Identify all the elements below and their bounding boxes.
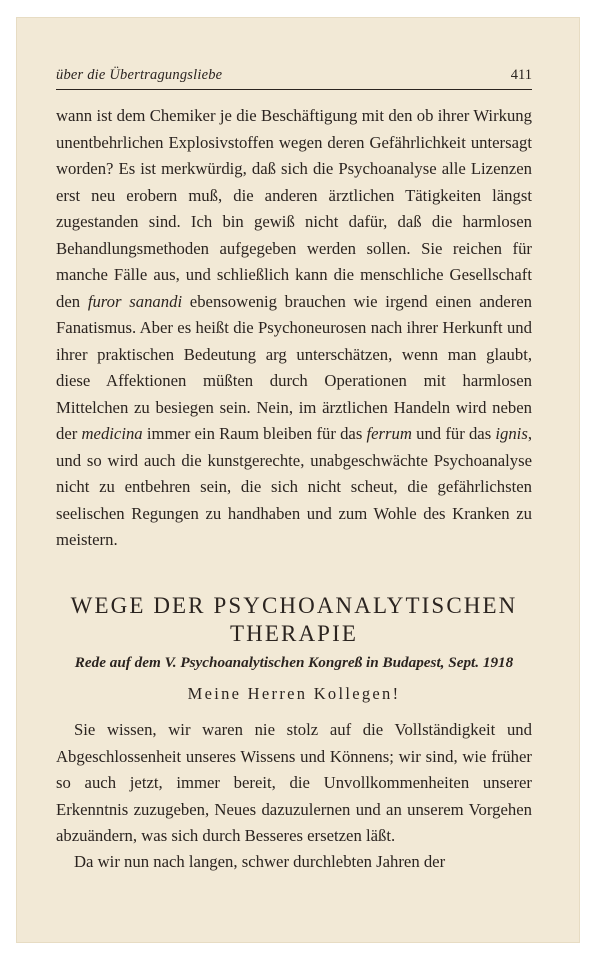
paragraph1-text-a: wann ist dem Chemiker je die Beschäftigung mit den ob ihrer Wirkung unentbehrlichen Explosivstoffen wegen deren Gefährlichkeit untersagt worden? Es ist merkwürdig, daß sich die Psychoanalyse alle Lizenzen erst neu erobern muß, die anderen ärztlichen Tätigkeiten längst zugestanden sind. Ich bin gewiß nicht dafür, daß die harmlosen Behandlungsmethoden aufgegeben werden sollen. Sie reichen für manche Fälle aus, und schließlich kann die menschliche Gesellschaft den <box>56 106 532 311</box>
running-header <box>56 67 532 90</box>
paragraph-2: Sie wissen, wir waren nie stolz auf die Vollständigkeit und Abgeschlossenheit unseres Wissens und Könnens; wir sind, wie früher so auch jetzt, immer bereit, die Unvollkommenheiten unserer Erkenntnis zuzugeben, Neues dazuzulernen und an unserem Vorgehen abzuändern, was sich durch Besseres ersetzen läßt. <box>56 720 532 845</box>
greeting: Meine Herren Kollegen! <box>187 684 401 703</box>
section-heading <box>56 592 532 648</box>
section-title-line1: WEGE DER PSYCHOANALYTISCHEN <box>70 593 518 618</box>
italic-ferrum: ferrum <box>366 424 412 443</box>
italic-medicina: medicina <box>81 424 143 443</box>
section-title-line2: THERAPIE <box>230 621 358 646</box>
italic-furor-sanandi: furor sanandi <box>87 291 183 311</box>
page-number: 411 <box>510 67 532 83</box>
paragraph-3: Da wir nun nach langen, schwer durchlebten Jahren der <box>74 852 446 871</box>
paragraph1-text-c: immer ein Raum bleiben für das <box>142 424 367 443</box>
paragraph1-text-e: , und so wird auch die kunstgerechte, unabgeschwächte Psychoanalyse nicht zu entbehren sein, die sich nicht scheut, die gefährlichsten seelischen Regungen zu handhaben und zum Wohle des Kranken zu meistern. <box>56 424 532 549</box>
paragraph1-text-d: und für das <box>411 424 496 443</box>
paragraph1-text-b: ebensowenig brauchen wie irgend einen anderen Fanatismus. Aber es heißt die Psychoneurosen nach ihrer Herkunft und ihrer praktischen Bedeutung arg unterschätzen, wenn man glaubt, diese Affektionen müßten durch Operationen mit harmlosen Mittelchen zu besiegen sein. Nein, im ärztlichen Handeln wird neben der <box>56 291 533 443</box>
section-subtitle: Rede auf dem V. Psychoanalytischen Kongreß in Budapest, Sept. 1918 <box>74 654 514 671</box>
running-title: über die Übertragungsliebe <box>56 67 223 83</box>
italic-ignis: ignis <box>495 424 528 443</box>
paragraph-continued <box>56 103 532 554</box>
book-page <box>16 17 580 943</box>
